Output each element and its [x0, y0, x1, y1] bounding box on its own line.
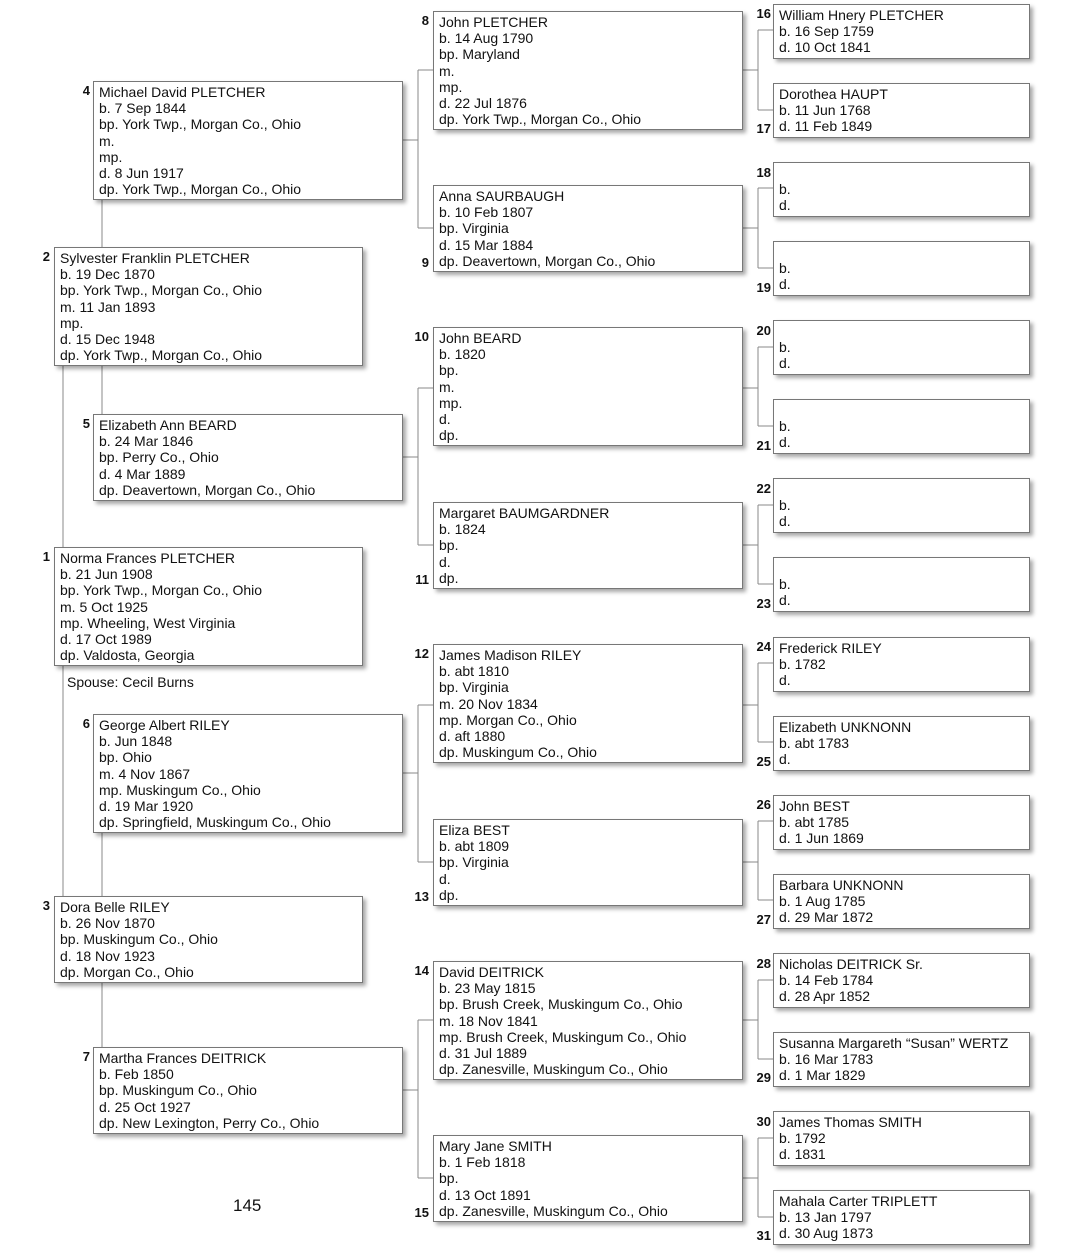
- ancestor-number: 21: [756, 438, 771, 453]
- person-name: John BEARD: [439, 330, 522, 346]
- ancestor-number: 25: [756, 754, 771, 769]
- person-name: John PLETCHER: [439, 14, 548, 30]
- person-fact: m. 20 Nov 1834: [439, 695, 538, 712]
- person-name: William Hnery PLETCHER: [779, 7, 944, 23]
- person-fact: b. Feb 1850: [99, 1066, 174, 1083]
- person-fact: b.: [779, 339, 791, 356]
- page-number: 145: [233, 1196, 262, 1215]
- person-fact: dp. Muskingum Co., Ohio: [439, 744, 597, 761]
- person-name: [779, 402, 1024, 418]
- ancestor-number: 13: [414, 889, 429, 904]
- ancestor-number: 19: [756, 280, 771, 295]
- person-fact: dp.: [439, 886, 459, 903]
- person-box-23: [773, 557, 1030, 612]
- person-box-14: [433, 961, 743, 1080]
- person-name: [779, 323, 1024, 339]
- person-name: Barbara UNKNONN: [779, 877, 904, 893]
- person-fact: d.: [779, 434, 791, 451]
- person-fact: b. 23 May 1815: [439, 980, 536, 997]
- person-fact: d. 8 Jun 1917: [99, 165, 184, 182]
- person-fact: mp. Muskingum Co., Ohio: [99, 781, 261, 798]
- person-fact: dp. New Lexington, Perry Co., Ohio: [99, 1114, 320, 1131]
- ancestor-number: 17: [756, 121, 771, 136]
- person-fact: b. 16 Sep 1759: [779, 23, 874, 40]
- person-box-2: [54, 247, 363, 366]
- ancestor-number: 29: [756, 1070, 771, 1085]
- person-name: Michael David PLETCHER: [99, 84, 266, 100]
- person-fact: b. 19 Dec 1870: [60, 266, 155, 283]
- person-name: Eliza BEST: [439, 822, 510, 838]
- person-fact: bp. Virginia: [439, 220, 509, 237]
- person-fact: b. 1820: [439, 346, 486, 363]
- person-fact: d. 18 Nov 1923: [60, 947, 155, 964]
- person-box-19: [773, 241, 1030, 296]
- person-box-1: [54, 547, 363, 666]
- person-box-22: [773, 478, 1030, 533]
- person-fact: d. 15 Mar 1884: [439, 236, 534, 253]
- person-fact: bp. Muskingum Co., Ohio: [99, 1082, 257, 1099]
- person-fact: mp.: [60, 314, 84, 331]
- person-name: Frederick RILEY: [779, 640, 882, 656]
- person-fact: d. aft 1880: [439, 728, 506, 745]
- person-fact: d. 4 Mar 1889: [99, 465, 186, 482]
- ancestor-number: 6: [82, 716, 90, 731]
- person-fact: d. 1831: [779, 1146, 826, 1163]
- person-fact: b.: [779, 497, 791, 514]
- person-fact: b. 24 Mar 1846: [99, 433, 194, 450]
- person-fact: b.: [779, 181, 791, 198]
- person-fact: bp.: [439, 1170, 459, 1187]
- person-box-28: [773, 953, 1030, 1008]
- person-box-7: [93, 1047, 403, 1134]
- person-fact: dp. Deavertown, Morgan Co., Ohio: [439, 252, 656, 269]
- ancestor-number: 7: [82, 1049, 90, 1064]
- ancestor-number: 12: [414, 646, 429, 661]
- ancestor-number: 2: [42, 249, 50, 264]
- person-fact: b.: [779, 418, 791, 435]
- person-fact: mp.: [99, 148, 123, 165]
- person-fact: b. abt 1810: [439, 663, 510, 680]
- person-name: Elizabeth UNKNONN: [779, 719, 912, 735]
- person-fact: dp. Zanesville, Muskingum Co., Ohio: [439, 1061, 668, 1078]
- person-fact: b. Jun 1848: [99, 733, 173, 750]
- person-fact: bp. Perry Co., Ohio: [99, 449, 219, 466]
- person-fact: bp. York Twp., Morgan Co., Ohio: [60, 582, 263, 599]
- person-fact: d. 11 Feb 1849: [779, 118, 873, 135]
- ancestor-number: 15: [414, 1205, 429, 1220]
- ancestor-number: 10: [414, 329, 429, 344]
- person-fact: dp. Valdosta, Georgia: [60, 647, 195, 664]
- person-box-15: [433, 1135, 743, 1222]
- person-box-27: [773, 874, 1030, 929]
- person-name: James Madison RILEY: [439, 647, 582, 663]
- person-fact: bp. York Twp., Morgan Co., Ohio: [99, 116, 302, 133]
- person-box-10: [433, 327, 743, 446]
- person-fact: d.: [779, 751, 791, 768]
- person-fact: b. 21 Jun 1908: [60, 566, 153, 583]
- person-name: [779, 560, 1024, 576]
- person-box-6: [93, 714, 403, 833]
- person-fact: d. 13 Oct 1891: [439, 1186, 531, 1203]
- person-box-21: [773, 399, 1030, 454]
- person-box-9: [433, 185, 743, 272]
- person-fact: mp.: [439, 394, 463, 411]
- ancestor-number: 27: [756, 912, 771, 927]
- person-fact: b. abt 1809: [439, 838, 510, 855]
- ancestor-number: 22: [756, 481, 771, 496]
- person-fact: d. 28 Apr 1852: [779, 988, 871, 1005]
- person-name: Susanna Margareth “Susan” WERTZ: [779, 1035, 1009, 1051]
- ancestor-number: 26: [756, 797, 771, 812]
- person-fact: m. 18 Nov 1841: [439, 1012, 538, 1029]
- person-fact: d.: [779, 197, 791, 214]
- person-fact: mp. Brush Creek, Muskingum Co., Ohio: [439, 1028, 687, 1045]
- person-fact: d.: [779, 355, 791, 372]
- person-fact: d.: [779, 592, 791, 609]
- person-fact: b. 13 Jan 1797: [779, 1209, 872, 1226]
- person-name: Anna SAURBAUGH: [439, 188, 565, 204]
- person-fact: d.: [439, 553, 451, 570]
- person-name: [779, 481, 1024, 497]
- person-fact: dp. Morgan Co., Ohio: [60, 963, 194, 980]
- ancestor-number: 18: [756, 165, 771, 180]
- person-name: Mary Jane SMITH: [439, 1138, 552, 1154]
- person-name: Norma Frances PLETCHER: [60, 550, 236, 566]
- ancestor-number: 20: [756, 323, 771, 338]
- person-fact: bp. York Twp., Morgan Co., Ohio: [60, 282, 263, 299]
- person-box-12: [433, 644, 743, 763]
- person-fact: d. 19 Mar 1920: [99, 798, 194, 815]
- person-fact: m. 5 Oct 1925: [60, 598, 148, 615]
- person-fact: m.: [99, 132, 115, 149]
- person-fact: b. abt 1783: [779, 735, 850, 752]
- person-fact: dp.: [439, 569, 459, 586]
- person-name: James Thomas SMITH: [779, 1114, 922, 1130]
- person-box-31: [773, 1190, 1030, 1245]
- person-fact: b. 11 Jun 1768: [779, 102, 871, 119]
- ancestor-number: 16: [756, 6, 771, 21]
- ancestor-number: 24: [756, 639, 771, 654]
- person-fact: b. 1 Feb 1818: [439, 1154, 526, 1171]
- person-box-24: [773, 637, 1030, 692]
- person-fact: d.: [439, 411, 451, 428]
- person-fact: bp. Muskingum Co., Ohio: [60, 931, 218, 948]
- person-fact: dp. York Twp., Morgan Co., Ohio: [60, 347, 263, 364]
- person-box-26: [773, 795, 1030, 850]
- person-box-29: [773, 1032, 1030, 1087]
- person-box-8: [433, 11, 743, 130]
- person-name: Margaret BAUMGARDNER: [439, 505, 610, 521]
- person-name: [779, 165, 1024, 181]
- ancestor-number: 11: [415, 572, 429, 587]
- person-box-18: [773, 162, 1030, 217]
- person-fact: m.: [439, 62, 455, 79]
- person-fact: d. 30 Aug 1873: [779, 1225, 874, 1242]
- person-name: David DEITRICK: [439, 964, 545, 980]
- person-fact: d. 31 Jul 1889: [439, 1045, 527, 1062]
- person-name: John BEST: [779, 798, 850, 814]
- person-fact: mp.: [439, 78, 463, 95]
- person-fact: dp. Deavertown, Morgan Co., Ohio: [99, 481, 316, 498]
- person-fact: b. 14 Aug 1790: [439, 30, 534, 47]
- person-fact: m.: [439, 378, 455, 395]
- person-name: Dorothea HAUPT: [779, 86, 888, 102]
- person-fact: bp. Virginia: [439, 854, 509, 871]
- person-box-30: [773, 1111, 1030, 1166]
- person-box-16: [773, 4, 1030, 59]
- person-fact: d.: [779, 672, 791, 689]
- person-fact: b. 10 Feb 1807: [439, 204, 534, 221]
- person-fact: dp. York Twp., Morgan Co., Ohio: [439, 111, 642, 128]
- person-fact: b. 26 Nov 1870: [60, 915, 155, 932]
- person-fact: bp. Brush Creek, Muskingum Co., Ohio: [439, 996, 683, 1013]
- person-fact: b. 1792: [779, 1130, 826, 1147]
- person-box-25: [773, 716, 1030, 771]
- person-fact: b. 1824: [439, 521, 486, 538]
- ancestor-number: 8: [421, 13, 429, 28]
- person-fact: dp. Zanesville, Muskingum Co., Ohio: [439, 1202, 668, 1219]
- person-fact: bp.: [439, 362, 459, 379]
- ancestor-number: 30: [756, 1114, 771, 1129]
- person-fact: mp. Wheeling, West Virginia: [60, 614, 236, 631]
- person-fact: b. 16 Mar 1783: [779, 1051, 874, 1068]
- ancestor-number: 14: [414, 963, 429, 978]
- ancestor-number: 1: [42, 549, 50, 564]
- person-box-5: [93, 414, 403, 501]
- person-fact: d. 1 Mar 1829: [779, 1067, 866, 1084]
- ancestor-number: 31: [756, 1228, 771, 1243]
- person-name: Sylvester Franklin PLETCHER: [60, 250, 250, 266]
- person-fact: d. 17 Oct 1989: [60, 631, 152, 648]
- person-fact: d.: [439, 870, 451, 887]
- person-fact: d. 25 Oct 1927: [99, 1098, 191, 1115]
- person-name: Martha Frances DEITRICK: [99, 1050, 267, 1066]
- person-fact: b. 1782: [779, 656, 826, 673]
- person-name: George Albert RILEY: [99, 717, 230, 733]
- person-fact: d. 15 Dec 1948: [60, 331, 155, 348]
- person-fact: m. 11 Jan 1893: [60, 298, 156, 315]
- person-fact: d. 22 Jul 1876: [439, 95, 527, 112]
- person-box-4: [93, 81, 403, 200]
- person-fact: m. 4 Nov 1867: [99, 765, 191, 782]
- person-fact: d.: [779, 513, 791, 530]
- spouse-label: Spouse: Cecil Burns: [67, 674, 194, 690]
- person-fact: b. 7 Sep 1844: [99, 100, 187, 117]
- person-fact: d. 1 Jun 1869: [779, 830, 864, 847]
- person-fact: bp.: [439, 537, 459, 554]
- person-box-11: [433, 502, 743, 589]
- person-fact: mp. Morgan Co., Ohio: [439, 711, 577, 728]
- person-name: Mahala Carter TRIPLETT: [779, 1193, 938, 1209]
- person-fact: d. 10 Oct 1841: [779, 39, 871, 56]
- person-fact: bp. Maryland: [439, 46, 520, 63]
- person-fact: dp.: [439, 427, 459, 444]
- person-name: [779, 244, 1024, 260]
- person-box-20: [773, 320, 1030, 375]
- ancestor-number: 28: [756, 956, 771, 971]
- person-fact: d. 29 Mar 1872: [779, 909, 874, 926]
- ancestor-number: 9: [421, 255, 429, 270]
- person-fact: dp. York Twp., Morgan Co., Ohio: [99, 181, 302, 198]
- ancestor-number: 23: [756, 596, 771, 611]
- person-name: Elizabeth Ann BEARD: [99, 417, 237, 433]
- person-fact: b. 1 Aug 1785: [779, 893, 866, 910]
- person-fact: bp. Ohio: [99, 749, 152, 766]
- person-fact: dp. Springfield, Muskingum Co., Ohio: [99, 814, 331, 831]
- ancestor-number: 4: [82, 83, 90, 98]
- ancestor-number: 3: [42, 898, 50, 913]
- person-name: Nicholas DEITRICK Sr.: [779, 956, 923, 972]
- person-box-3: [54, 896, 363, 983]
- person-fact: d.: [779, 276, 791, 293]
- person-box-17: [773, 83, 1030, 138]
- person-fact: b. abt 1785: [779, 814, 850, 831]
- person-fact: b. 14 Feb 1784: [779, 972, 874, 989]
- person-box-13: [433, 819, 743, 906]
- person-fact: bp. Virginia: [439, 679, 509, 696]
- person-fact: b.: [779, 260, 791, 277]
- person-name: Dora Belle RILEY: [60, 899, 170, 915]
- ancestor-number: 5: [82, 416, 90, 431]
- person-fact: b.: [779, 576, 791, 593]
